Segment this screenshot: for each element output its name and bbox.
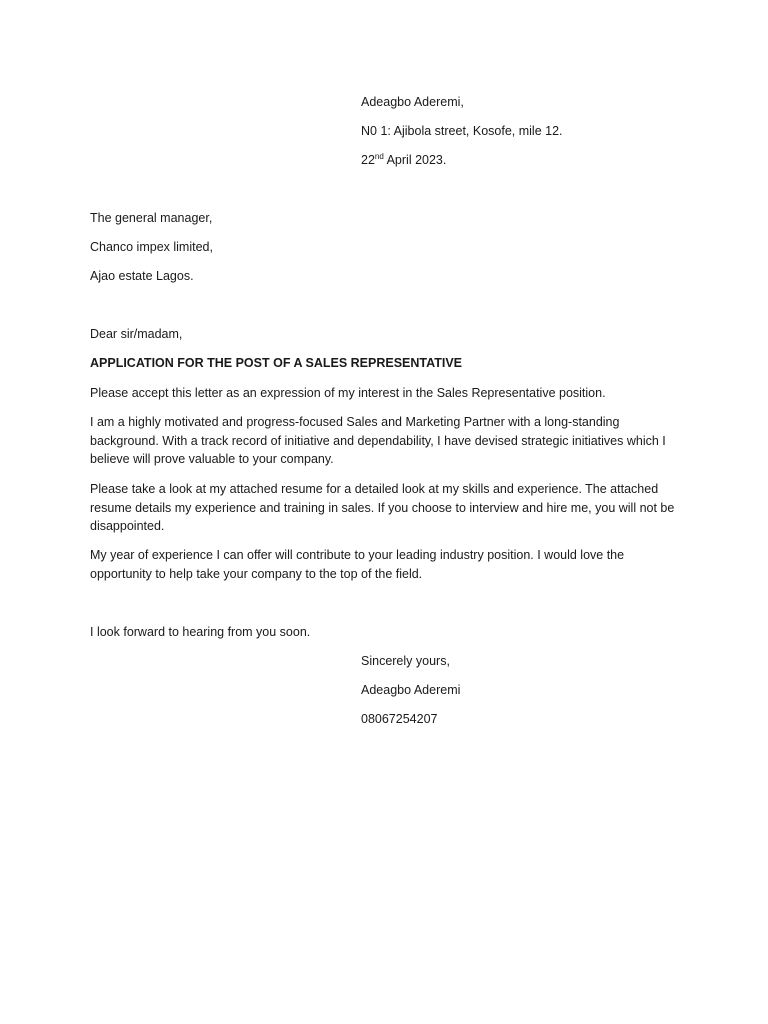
sender-address: N0 1: Ajibola street, Kosofe, mile 12. xyxy=(361,124,563,138)
signoff-phone: 08067254207 xyxy=(361,712,438,726)
subject-heading: APPLICATION FOR THE POST OF A SALES REPRESENTATIVE xyxy=(90,356,463,370)
date-rest: April 2023. xyxy=(383,153,447,167)
recipient-line-2: Chanco impex limited, xyxy=(90,240,213,254)
body-paragraph-3: Please take a look at my attached resume for a detailed look at my skills and experience. The attached resume details my experience and training in sales. If you choose to interview and hire me, you will not be disappointed. xyxy=(90,482,675,533)
letter-date xyxy=(361,151,446,169)
date-day: 22 xyxy=(361,153,375,167)
closing-line: I look forward to hearing from you soon. xyxy=(90,625,311,639)
signoff-phrase: Sincerely yours, xyxy=(361,654,450,668)
recipient-line-3: Ajao estate Lagos. xyxy=(90,269,194,283)
body-paragraph-1: Please accept this letter as an expression of my interest in the Sales Representative position. xyxy=(90,386,606,400)
date-suffix: nd xyxy=(374,152,384,161)
salutation: Dear sir/madam, xyxy=(90,327,183,341)
body-paragraph-2: I am a highly motivated and progress-focused Sales and Marketing Partner with a long-standing background. With a track record of initiative and dependability, I have devised strategic initiatives which I believe will prove valuable to your company. xyxy=(90,415,666,466)
signoff-name: Adeagbo Aderemi xyxy=(361,683,461,697)
sender-name: Adeagbo Aderemi, xyxy=(361,95,464,109)
recipient-line-1: The general manager, xyxy=(90,211,213,225)
body-paragraph-4: My year of experience I can offer will contribute to your leading industry position. I would love the opportunity to help take your company to the top of the field. xyxy=(90,548,625,581)
